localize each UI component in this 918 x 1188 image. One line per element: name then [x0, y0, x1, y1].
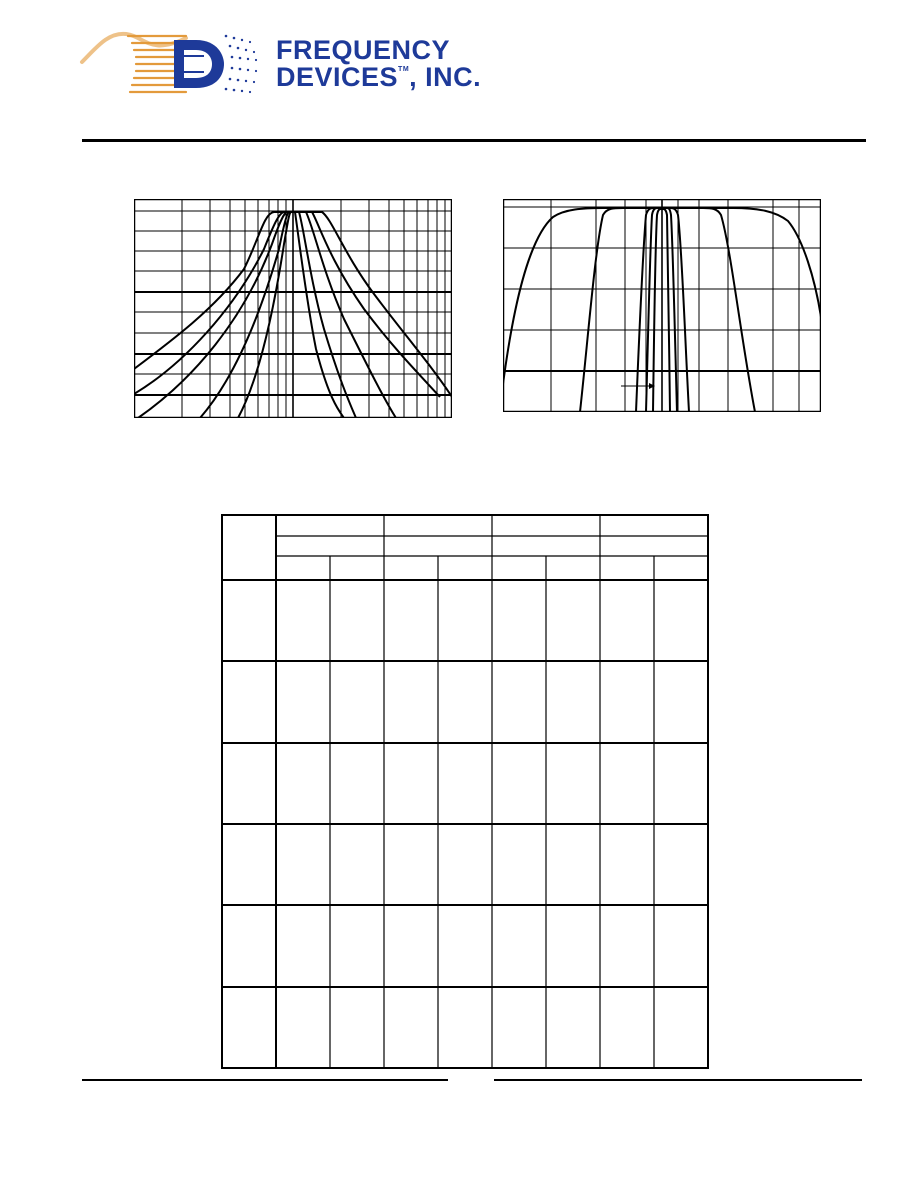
specification-table — [221, 514, 710, 1070]
company-logo — [78, 26, 268, 101]
d-letter-icon — [174, 40, 224, 88]
left-response-graph — [134, 199, 452, 418]
company-name-devices: DEVICES — [276, 62, 399, 92]
left-graph-grid — [134, 199, 452, 418]
dot-pattern-icon — [225, 35, 257, 93]
table-grid — [222, 515, 708, 1068]
right-response-graph — [503, 199, 821, 412]
header-rule — [82, 139, 866, 142]
company-name-line1: FREQUENCY — [276, 35, 451, 65]
footer-rule-left — [82, 1079, 448, 1081]
company-name-line2 — [276, 64, 481, 91]
right-graph-grid — [503, 199, 821, 412]
footer-rule-right — [494, 1079, 862, 1081]
company-suffix: , INC. — [409, 62, 482, 92]
trademark-mark: TM — [398, 66, 410, 73]
